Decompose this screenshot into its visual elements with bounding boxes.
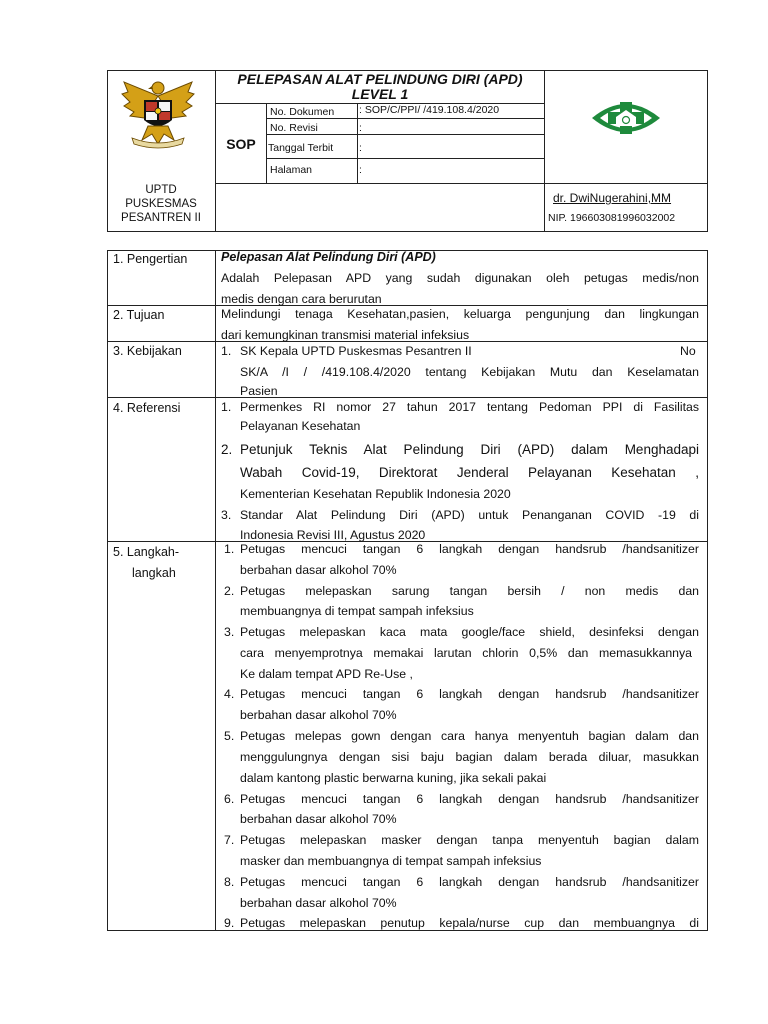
org-line-3: PESANTREN II <box>121 212 201 224</box>
langkah-3-line-1: Petugas melepaskan kaca mata google/face shield, desinfeksi dengan <box>240 625 699 639</box>
referensi-2-num: 2. <box>221 442 233 457</box>
langkah-5-line-1: Petugas melepas gown dengan cara hanya menyentuh bagian dalam dan <box>240 729 699 743</box>
field-value-halaman: : <box>359 164 362 176</box>
referensi-3-line-2: Indonesia Revisi III, Agustus 2020 <box>240 528 426 542</box>
langkah-5-num: 5. <box>224 729 235 743</box>
label-tujuan: 2. Tujuan <box>113 308 165 322</box>
pengertian-heading: Pelepasan Alat Pelindung Diri (APD) <box>221 250 436 264</box>
label-referensi: 4. Referensi <box>113 401 181 415</box>
langkah-3-line-3: Ke dalam tempat APD Re-Use , <box>240 667 413 681</box>
pengertian-line-2: medis dengan cara berurutan <box>221 292 382 306</box>
langkah-3-line-2: cara menyemprotnya memakai larutan chlorin 0,5% dan memasukkannya <box>240 646 692 660</box>
langkah-2-num: 2. <box>224 584 235 598</box>
langkah-7-line-2: masker dan membuangnya di tempat sampah infeksius <box>240 854 542 868</box>
langkah-9-line-1: Petugas melepaskan penutup kepala/nurse cup dan membuangnya di <box>240 916 699 930</box>
document-title-line-1: PELEPASAN ALAT PELINDUNG DIRI (APD) <box>237 71 523 87</box>
org-line-2: PUSKESMAS <box>125 198 197 210</box>
langkah-4-line-2: berbahan dasar alkohol 70% <box>240 708 397 722</box>
org-line-1: UPTD <box>145 184 177 196</box>
langkah-1-line-1: Petugas mencuci tangan 6 langkah dengan handsrub /handsanitizer <box>240 542 699 556</box>
kebijakan-line-1-right: No <box>680 344 696 358</box>
field-value-no-dokumen: : SOP/C/PPI/ /419.108.4/2020 <box>359 104 500 116</box>
referensi-3-line-1: Standar Alat Pelindung Diri (APD) untuk Penanganan COVID -19 di <box>240 508 699 522</box>
field-value-no-revisi: : <box>359 122 362 134</box>
langkah-2-line-1: Petugas melepaskan sarung tangan bersih / non medis dan <box>240 584 699 598</box>
field-label-no-dokumen: No. Dokumen <box>270 106 335 118</box>
referensi-2-line-2: Wabah Covid-19, Direktorat Jenderal Pelayanan Kesehatan , <box>240 465 699 480</box>
langkah-6-line-1: Petugas mencuci tangan 6 langkah dengan handsrub /handsanitizer <box>240 792 699 806</box>
tujuan-line-2: dari kemungkinan transmisi material infeksius <box>221 328 470 342</box>
langkah-8-line-2: berbahan dasar alkohol 70% <box>240 896 397 910</box>
referensi-1-line-1: Permenkes RI nomor 27 tahun 2017 tentang Pedoman PPI di Fasilitas <box>240 400 699 414</box>
referensi-2-line-3: Kementerian Kesehatan Republik Indonesia 2020 <box>240 487 511 501</box>
langkah-7-line-1: Petugas melepaskan masker dengan tanpa menyentuh bagian dalam <box>240 833 699 847</box>
referensi-1-num: 1. <box>221 400 232 414</box>
langkah-2-line-2: membuangnya di tempat sampah infeksius <box>240 604 474 618</box>
document-title-line-2: LEVEL 1 <box>351 86 409 102</box>
signer-nip: NIP. 196603081996032002 <box>548 212 676 224</box>
label-kebijakan: 3. Kebijakan <box>113 344 182 358</box>
langkah-1-num: 1. <box>224 542 235 556</box>
langkah-9-num: 9. <box>224 916 235 930</box>
langkah-4-line-1: Petugas mencuci tangan 6 langkah dengan handsrub /handsanitizer <box>240 687 699 701</box>
langkah-4-num: 4. <box>224 687 235 701</box>
kebijakan-num: 1. <box>221 344 232 358</box>
langkah-8-line-1: Petugas mencuci tangan 6 langkah dengan handsrub /handsanitizer <box>240 875 699 889</box>
field-label-halaman: Halaman <box>270 164 313 176</box>
label-pengertian: 1. Pengertian <box>113 252 188 266</box>
kebijakan-line-2: SK/A /I / /419.108.4/2020 tentang Kebijakan Mutu dan Keselamatan <box>240 365 699 379</box>
label-langkah-line-1: 5. Langkah- <box>113 545 180 559</box>
garuda-emblem-logo <box>118 74 198 150</box>
langkah-5-line-3: dalam kantong plastic berwarna kuning, jika sekali pakai <box>240 771 547 785</box>
langkah-7-num: 7. <box>224 833 235 847</box>
langkah-6-line-2: berbahan dasar alkohol 70% <box>240 812 397 826</box>
field-label-no-revisi: No. Revisi <box>270 122 318 134</box>
kebijakan-line-3: Pasien <box>240 384 278 398</box>
langkah-3-num: 3. <box>224 625 235 639</box>
signer-name: dr. DwiNugerahini,MM <box>553 191 672 205</box>
referensi-2-line-1: Petunjuk Teknis Alat Pelindung Diri (APD) dalam Menghadapi <box>240 442 699 457</box>
pengertian-line-1: Adalah Pelepasan APD yang sudah digunakan oleh petugas medis/non <box>221 271 699 285</box>
referensi-1-line-2: Pelayanan Kesehatan <box>240 419 361 433</box>
field-label-tanggal-terbit: Tanggal Terbit <box>268 142 334 154</box>
tujuan-line-1: Melindungi tenaga Kesehatan,pasien, keluarga pengunjung dan lingkungan <box>221 307 699 321</box>
langkah-1-line-2: berbahan dasar alkohol 70% <box>240 563 397 577</box>
langkah-6-num: 6. <box>224 792 235 806</box>
label-langkah-line-2: langkah <box>132 566 176 580</box>
langkah-8-num: 8. <box>224 875 235 889</box>
kebijakan-line-1: SK Kepala UPTD Puskesmas Pesantren II <box>240 344 472 358</box>
field-value-tanggal-terbit: : <box>359 142 362 154</box>
langkah-5-line-2: menggulungnya dengan sisi baju bagian dalam berada diluar, masukkan <box>240 750 699 764</box>
referensi-3-num: 3. <box>221 508 232 522</box>
sop-label: SOP <box>226 136 256 152</box>
puskesmas-logo <box>588 92 664 144</box>
